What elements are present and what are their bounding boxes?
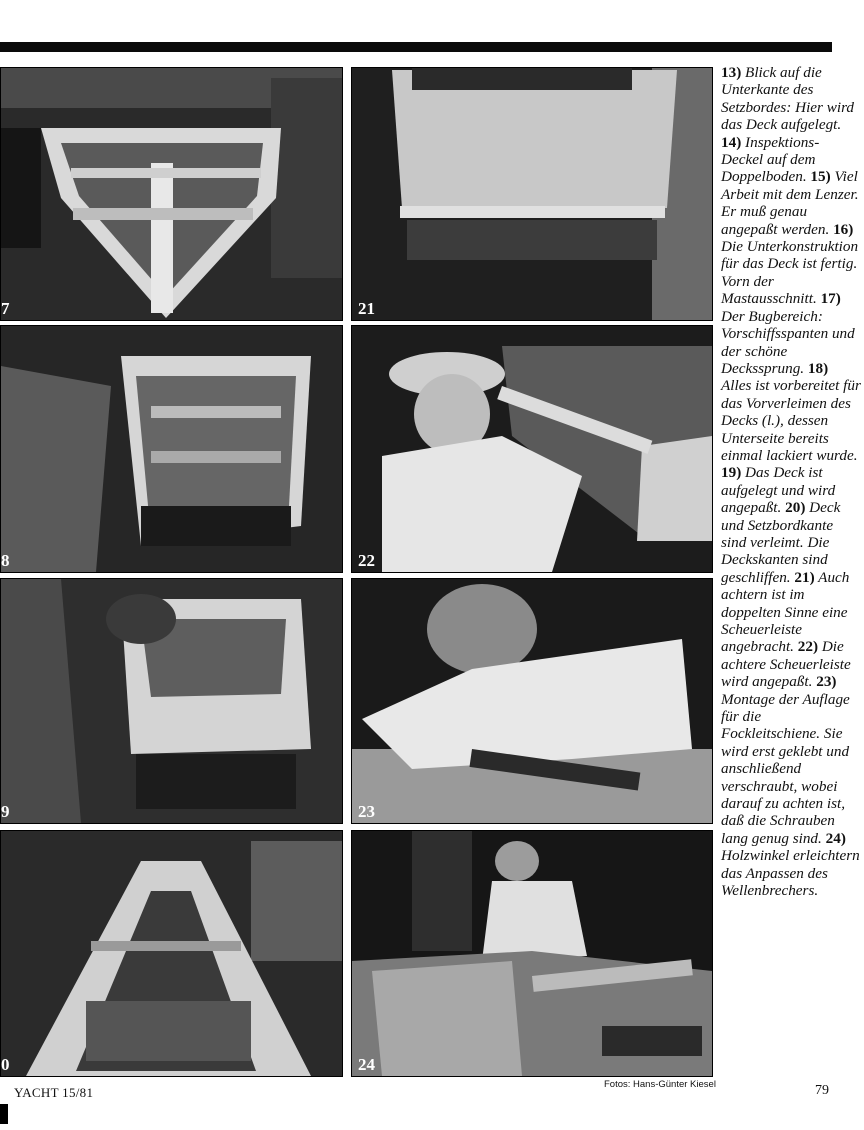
photo-20 bbox=[0, 830, 343, 1077]
photo-22 bbox=[351, 325, 713, 573]
photo-17 bbox=[0, 67, 343, 321]
photo-number: 8 bbox=[1, 551, 10, 570]
caption-text: 13) Blick auf die Unterkante des Setzbordes: Hier wird das Deck aufgelegt. 14) Inspektions-Deckel auf dem Doppelboden. 15) Viel Arbeit mit dem Lenzer. Er muß genau angepaßt werden. 16) Die Unterkonstruktion für das Deck ist fertig. Vorn der Mastausschnitt. 17) Der Bugbereich: Vorschiffsspanten und der schöne Deckssprung. 18) Alles ist vorbereitet für das Vorverleimen des Decks (l.), dessen Unterseite bereits einmal lackiert wurde. 19) Das Deck ist aufgelegt und wird angepaßt. 20) Deck und Setzbordkante sind verleimt. Die Deckskanten sind geschliffen. 21) Auch achtern ist im doppelten Sinne eine Scheuerleiste angebracht. 22) Die achtere Scheuerleiste wird angepaßt. 23) Montage der Auflage für die Fockleitschiene. Sie wird erst geklebt und anschließend verschraubt, wobei darauf zu achten ist, daß die Schrauben lang genug sind. 24) Holzwinkel erleichtern das Anpassen des Wellenbrechers. bbox=[721, 64, 861, 900]
photo-19 bbox=[0, 578, 343, 824]
photo-number: 23 bbox=[358, 802, 375, 821]
photo-23 bbox=[351, 578, 713, 824]
magazine-issue: YACHT 15/81 bbox=[14, 1085, 94, 1100]
photo-number: 21 bbox=[358, 299, 375, 318]
photo-credit: Fotos: Hans-Günter Kiesel bbox=[604, 1079, 716, 1090]
photo-number: 7 bbox=[1, 299, 10, 318]
photo-18 bbox=[0, 325, 343, 573]
photo-number: 0 bbox=[1, 1055, 10, 1074]
top-rule bbox=[0, 42, 832, 52]
corner-mark bbox=[0, 1104, 8, 1124]
photo-number: 22 bbox=[358, 551, 375, 570]
page-number: 79 bbox=[815, 1083, 829, 1098]
photo-21 bbox=[351, 67, 713, 321]
photo-24 bbox=[351, 830, 713, 1077]
photo-number: 9 bbox=[1, 802, 10, 821]
photo-number: 24 bbox=[358, 1055, 375, 1074]
